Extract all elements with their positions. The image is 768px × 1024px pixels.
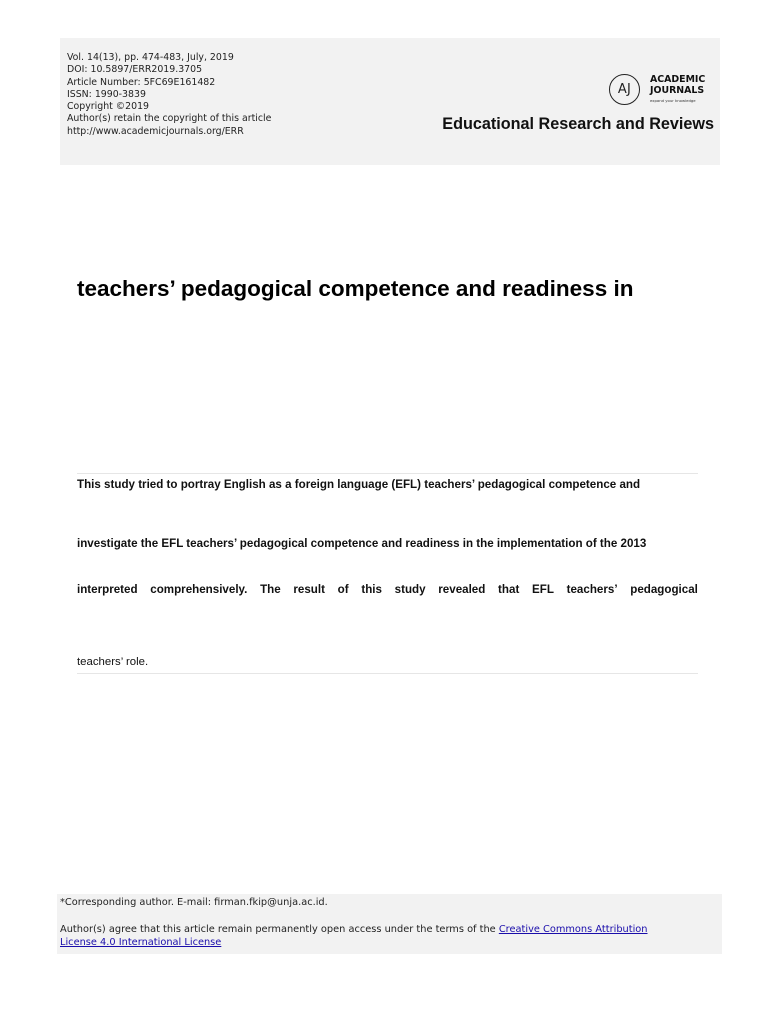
logo-name-line2: JOURNALS — [650, 84, 705, 96]
abstract-word: interpreted — [77, 583, 138, 596]
article-number-line: Article Number: 5FC69E161482 — [67, 76, 216, 88]
journal-url-line: http://www.academicjournals.org/ERR — [67, 125, 244, 137]
article-header — [60, 38, 720, 165]
corresponding-author: *Corresponding author. E-mail: firman.fkip@unja.ac.id. — [60, 897, 328, 908]
abstract-word: revealed — [438, 583, 486, 596]
abstract — [77, 473, 698, 674]
abstract-word: The — [260, 583, 281, 596]
abstract-word: EFL — [532, 583, 554, 596]
issn-line: ISSN: 1990-3839 — [67, 88, 146, 100]
logo-name-line1: ACADEMIC — [650, 74, 706, 85]
article-metadata — [67, 52, 271, 138]
abstract-line-2: investigate the EFL teachers’ pedagogical competence and readiness in the implementation of the 2013 — [77, 537, 647, 550]
abstract-word: comprehensively. — [150, 583, 248, 596]
logo-tagline: expand your knowledge — [650, 98, 696, 103]
article-title: teachers’ pedagogical competence and readiness in — [77, 276, 634, 301]
volume-line: Vol. 14(13), pp. 474-483, July, 2019 — [67, 52, 234, 63]
logo-name — [650, 75, 705, 96]
abstract-line-4: teachers’ role. — [77, 656, 149, 668]
abstract-word: study — [394, 583, 426, 596]
doi-line: DOI: 10.5897/ERR2019.3705 — [67, 64, 203, 76]
license-link-line2[interactable]: License 4.0 International License — [60, 936, 222, 948]
aj-logo-icon: AJ — [609, 74, 640, 105]
abstract-word: of — [337, 583, 349, 596]
academic-journals-logo — [609, 74, 715, 108]
author-rights-line: Author(s) retain the copyright of this article — [67, 113, 272, 125]
abstract-line-3 — [77, 583, 698, 596]
abstract-word: teachers’ — [566, 583, 618, 596]
abstract-line-1: This study tried to portray English as a foreign language (EFL) teachers’ pedagogical competence and — [77, 478, 641, 491]
license-statement — [60, 924, 722, 950]
license-link-line1[interactable]: Creative Commons Attribution — [498, 924, 648, 935]
footnote-box — [57, 894, 722, 954]
abstract-word: result — [293, 583, 325, 596]
abstract-word: this — [361, 583, 382, 596]
abstract-word: that — [498, 583, 520, 596]
abstract-word: pedagogical — [630, 583, 698, 596]
copyright-line: Copyright ©2019 — [67, 101, 150, 113]
license-text: Author(s) agree that this article remain permanently open access under the terms of the — [60, 924, 499, 935]
journal-name: Educational Research and Reviews — [442, 115, 714, 133]
